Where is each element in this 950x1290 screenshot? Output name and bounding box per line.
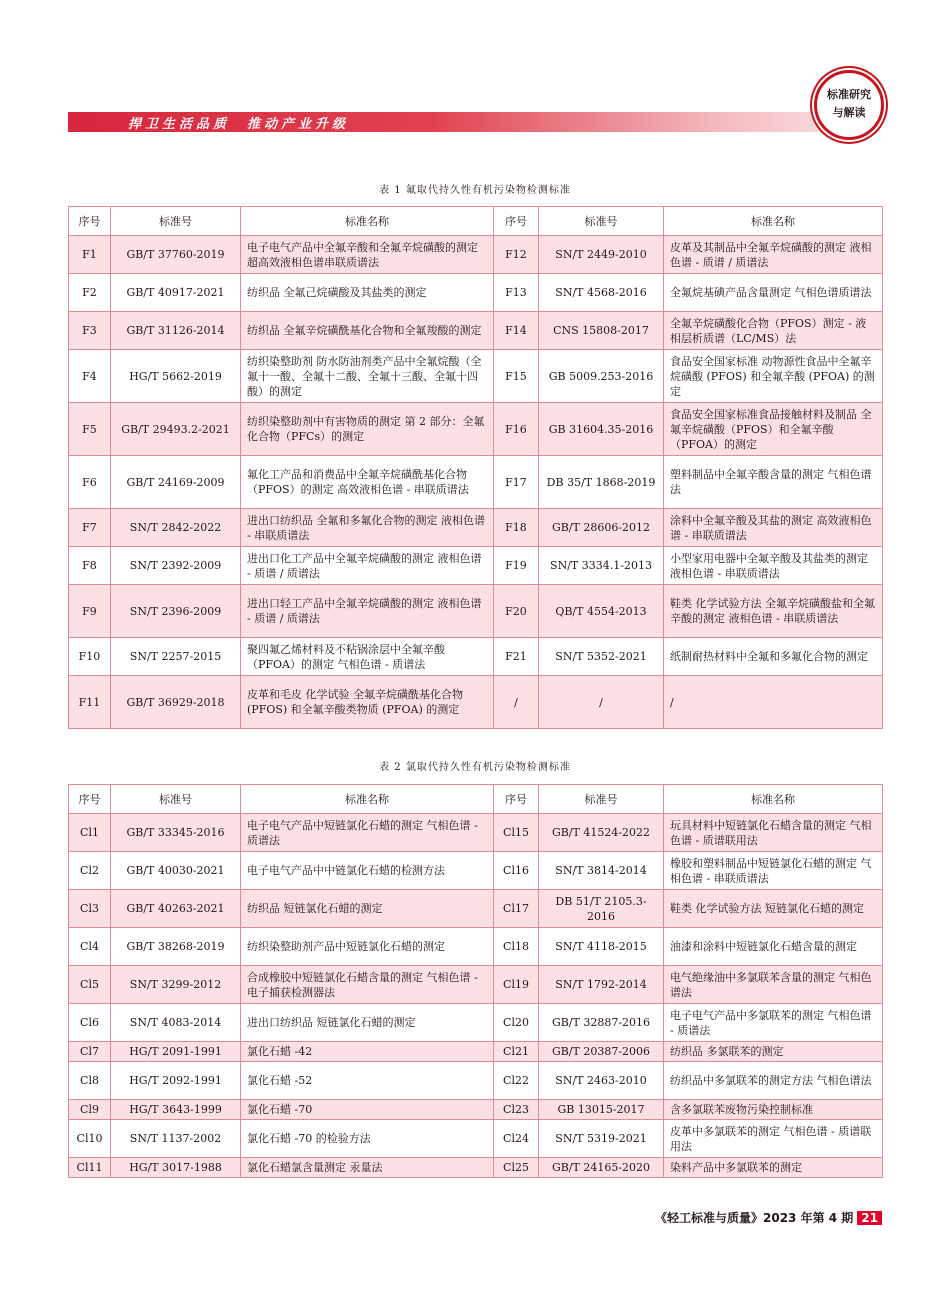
table-cell: GB/T 40030-2021 [111,852,241,890]
table-cell: GB/T 24165-2020 [539,1158,664,1178]
table-cell: SN/T 2449-2010 [539,236,664,274]
table-cell: GB/T 40263-2021 [111,890,241,928]
table-cell: GB/T 31126-2014 [111,312,241,350]
table-cell: 全氟烷基碘产品含量测定 气相色谱质谱法 [664,274,883,312]
table-row [69,274,883,312]
table-row [69,638,883,676]
table-cell: Cl20 [494,1004,539,1042]
table-cell: SN/T 3334.1-2013 [539,547,664,585]
table-cell: SN/T 5319-2021 [539,1120,664,1158]
table-cell: DB 35/T 1868-2019 [539,456,664,509]
table-cell: SN/T 3299-2012 [111,966,241,1004]
table-cell: Cl6 [69,1004,111,1042]
table-cell: SN/T 4568-2016 [539,274,664,312]
table-cell: F11 [69,676,111,729]
table2 [68,784,883,1178]
table-cell: 皮革和毛皮 化学试验 全氟辛烷磺酰基化合物 (PFOS) 和全氟辛酸类物质 (PFOA) 的测定 [241,676,494,729]
table1-header-cell: 标准名称 [241,207,494,236]
section-seal [814,70,884,140]
table-cell: 食品安全国家标准 动物源性食品中全氟辛烷磺酸 (PFOS) 和全氟辛酸 (PFOA) 的测定 [664,350,883,403]
table-cell: 纺织染整助剂 防水防油剂类产品中全氟烷酸（全氟十一酸、全氟十二酸、全氟十三酸、全氟十四酸）的测定 [241,350,494,403]
table-cell: 全氟辛烷磺酸化合物（PFOS）测定 - 液相层析质谱（LC/MS）法 [664,312,883,350]
table-cell: HG/T 3643-1999 [111,1100,241,1120]
banner-slogan: 捍卫生活品质 推动产业升级 [128,117,350,132]
table-cell: F13 [494,274,539,312]
table-cell: GB/T 38268-2019 [111,928,241,966]
table-cell: F1 [69,236,111,274]
table-cell: F14 [494,312,539,350]
table-cell: F5 [69,403,111,456]
table-cell: 进出口纺织品 全氟和多氟化合物的测定 液相色谱 - 串联质谱法 [241,509,494,547]
table2-caption: 表 2 氯取代持久性有机污染物检测标准 [379,762,571,773]
table-cell: 氯化石蜡 -70 的检验方法 [241,1120,494,1158]
table-cell: 纺织染整助剂产品中短链氯化石蜡的测定 [241,928,494,966]
table-cell: 氟化工产品和消费品中全氟辛烷磺酰基化合物（PFOS）的测定 高效液相色谱 - 串联质谱法 [241,456,494,509]
table-cell: SN/T 1792-2014 [539,966,664,1004]
table-cell: Cl15 [494,814,539,852]
table-cell: F6 [69,456,111,509]
table-cell: 电子电气产品中短链氯化石蜡的测定 气相色谱 - 质谱法 [241,814,494,852]
table-cell: CNS 15808-2017 [539,312,664,350]
table-row [69,547,883,585]
table2-header-cell: 标准号 [111,785,241,814]
table-cell: 含多氯联苯废物污染控制标准 [664,1100,883,1120]
table1-header-cell: 标准名称 [664,207,883,236]
table-row [69,890,883,928]
table1-header-cell: 标准号 [111,207,241,236]
table-cell: Cl22 [494,1062,539,1100]
table-row [69,1004,883,1042]
table-cell: 纺织品 短链氯化石蜡的测定 [241,890,494,928]
table-cell: 油漆和涂料中短链氯化石蜡含量的测定 [664,928,883,966]
table-row [69,966,883,1004]
table-cell: 氯化石蜡 -52 [241,1062,494,1100]
table-cell: 玩具材料中短链氯化石蜡含量的测定 气相色谱 - 质谱联用法 [664,814,883,852]
table-cell: Cl17 [494,890,539,928]
table-cell: GB/T 41524-2022 [539,814,664,852]
table-cell: Cl2 [69,852,111,890]
table1-header-row [69,207,883,236]
table1-caption: 表 1 氟取代持久性有机污染物检测标准 [379,185,571,196]
table-cell: 纺织染整助剂中有害物质的测定 第 2 部分：全氟化合物（PFCs）的测定 [241,403,494,456]
table-cell: 氯化石蜡氯含量测定 汞量法 [241,1158,494,1178]
page-footer [600,1209,882,1227]
table-cell: F4 [69,350,111,403]
table-cell: Cl24 [494,1120,539,1158]
table-cell: 合成橡胶中短链氯化石蜡含量的测定 气相色谱 - 电子捕获检测器法 [241,966,494,1004]
table-row [69,312,883,350]
table-cell: GB/T 29493.2-2021 [111,403,241,456]
table-cell: 小型家用电器中全氟辛酸及其盐类的测定 液相色谱 - 串联质谱法 [664,547,883,585]
table-cell: SN/T 2257-2015 [111,638,241,676]
table-cell: Cl8 [69,1062,111,1100]
table-cell: SN/T 5352-2021 [539,638,664,676]
table-cell: F18 [494,509,539,547]
table1-header-cell: 标准号 [539,207,664,236]
table-cell: Cl23 [494,1100,539,1120]
table-cell: 食品安全国家标准食品接触材料及制品 全氟辛烷磺酸（PFOS）和全氟辛酸（PFOA）的测定 [664,403,883,456]
table-cell: Cl10 [69,1120,111,1158]
table-cell: GB/T 28606-2012 [539,509,664,547]
table-cell: 电子电气产品中中链氯化石蜡的检测方法 [241,852,494,890]
table-row [69,585,883,638]
table-cell: SN/T 2463-2010 [539,1062,664,1100]
table2-header-cell: 标准名称 [664,785,883,814]
table-cell: Cl5 [69,966,111,1004]
table-cell: 纺织品中多氯联苯的测定方法 气相色谱法 [664,1062,883,1100]
table-row [69,1062,883,1100]
table-cell: F19 [494,547,539,585]
table-cell: F17 [494,456,539,509]
table-cell: / [494,676,539,729]
table1 [68,206,883,729]
table-cell: Cl4 [69,928,111,966]
table-cell: GB/T 24169-2009 [111,456,241,509]
page-number: 21 [857,1211,882,1225]
table2-header-row [69,785,883,814]
table-cell: F15 [494,350,539,403]
table-cell: 氯化石蜡 -70 [241,1100,494,1120]
table-cell: 染料产品中多氯联苯的测定 [664,1158,883,1178]
table-cell: 纺织品 全氟辛烷磺酰基化合物和全氟羧酸的测定 [241,312,494,350]
table-cell: Cl18 [494,928,539,966]
table-cell: HG/T 2092-1991 [111,1062,241,1100]
table-cell: HG/T 5662-2019 [111,350,241,403]
table-cell: SN/T 4118-2015 [539,928,664,966]
table-cell: QB/T 4554-2013 [539,585,664,638]
table-cell: F20 [494,585,539,638]
table-cell: GB/T 33345-2016 [111,814,241,852]
table-cell: HG/T 3017-1988 [111,1158,241,1178]
table-cell: Cl7 [69,1042,111,1062]
table-row [69,403,883,456]
table-row [69,1042,883,1062]
table-cell: 聚四氟乙烯材料及不粘锅涂层中全氟辛酸（PFOA）的测定 气相色谱 - 质谱法 [241,638,494,676]
seal-line-2: 与解读 [832,106,866,119]
table-cell: F8 [69,547,111,585]
table-cell: GB 31604.35-2016 [539,403,664,456]
table-row [69,814,883,852]
table-row [69,1100,883,1120]
journal-name: 《轻工标准与质量》2023 年第 4 期 [655,1211,854,1225]
table-cell: 电子电气产品中多氯联苯的测定 气相色谱 - 质谱法 [664,1004,883,1042]
table-cell: 进出口轻工产品中全氟辛烷磺酸的测定 液相色谱 - 质谱 / 质谱法 [241,585,494,638]
table2-header-cell: 序号 [494,785,539,814]
table-cell: Cl16 [494,852,539,890]
table-cell: 皮革中多氯联苯的测定 气相色谱 - 质谱联用法 [664,1120,883,1158]
table-row [69,928,883,966]
table-cell: Cl21 [494,1042,539,1062]
table-cell: SN/T 2392-2009 [111,547,241,585]
table-cell: GB/T 36929-2018 [111,676,241,729]
table-cell: 电子电气产品中全氟辛酸和全氟辛烷磺酸的测定 超高效液相色谱串联质谱法 [241,236,494,274]
table-row [69,350,883,403]
header-banner [68,112,880,132]
seal-line-1: 标准研究 [827,88,871,101]
table-cell: F3 [69,312,111,350]
table-cell: F21 [494,638,539,676]
table-cell: Cl3 [69,890,111,928]
table-cell: 橡胶和塑料制品中短链氯化石蜡的测定 气相色谱 - 串联质谱法 [664,852,883,890]
table-cell: GB 5009.253-2016 [539,350,664,403]
table-cell: 涂料中全氟辛酸及其盐的测定 高效液相色谱 - 串联质谱法 [664,509,883,547]
table1-header-cell: 序号 [69,207,111,236]
table-cell: GB/T 20387-2006 [539,1042,664,1062]
table-cell: F12 [494,236,539,274]
table-row [69,456,883,509]
table-cell: Cl1 [69,814,111,852]
table-cell: GB/T 32887-2016 [539,1004,664,1042]
table-cell: F10 [69,638,111,676]
table-cell: Cl25 [494,1158,539,1178]
table-cell: F7 [69,509,111,547]
table-row [69,1120,883,1158]
table-cell: SN/T 3814-2014 [539,852,664,890]
table-cell: GB 13015-2017 [539,1100,664,1120]
table-cell: GB/T 40917-2021 [111,274,241,312]
table-cell: / [664,676,883,729]
table-cell: 皮革及其制品中全氟辛烷磺酸的测定 液相色谱 - 质谱 / 质谱法 [664,236,883,274]
table-row [69,509,883,547]
table2-header-cell: 序号 [69,785,111,814]
table-cell: / [539,676,664,729]
table-row [69,236,883,274]
table-cell: Cl11 [69,1158,111,1178]
table-row [69,676,883,729]
table-cell: SN/T 4083-2014 [111,1004,241,1042]
table1-header-cell: 序号 [494,207,539,236]
table-cell: 纺织品 全氟己烷磺酸及其盐类的测定 [241,274,494,312]
table-cell: Cl19 [494,966,539,1004]
table-cell: GB/T 37760-2019 [111,236,241,274]
table-cell: Cl9 [69,1100,111,1120]
table2-header-cell: 标准名称 [241,785,494,814]
table-cell: F2 [69,274,111,312]
table-cell: SN/T 1137-2002 [111,1120,241,1158]
table-cell: 纺织品 多氯联苯的测定 [664,1042,883,1062]
table-cell: 塑料制品中全氟辛酸含量的测定 气相色谱法 [664,456,883,509]
table-row [69,1158,883,1178]
table-cell: SN/T 2396-2009 [111,585,241,638]
table-row [69,852,883,890]
table-cell: DB 51/T 2105.3-2016 [539,890,664,928]
table-cell: 氯化石蜡 -42 [241,1042,494,1062]
table-cell: SN/T 2842-2022 [111,509,241,547]
table-cell: 进出口纺织品 短链氯化石蜡的测定 [241,1004,494,1042]
table-cell: 纸制耐热材料中全氟和多氟化合物的测定 [664,638,883,676]
table2-header-cell: 标准号 [539,785,664,814]
table-cell: 鞋类 化学试验方法 全氟辛烷磺酸盐和全氟辛酸的测定 液相色谱 - 串联质谱法 [664,585,883,638]
table-cell: F16 [494,403,539,456]
table-cell: 进出口化工产品中全氟辛烷磺酸的测定 液相色谱 - 质谱 / 质谱法 [241,547,494,585]
table-cell: 鞋类 化学试验方法 短链氯化石蜡的测定 [664,890,883,928]
table-cell: F9 [69,585,111,638]
table-cell: 电气绝缘油中多氯联苯含量的测定 气相色谱法 [664,966,883,1004]
table-cell: HG/T 2091-1991 [111,1042,241,1062]
